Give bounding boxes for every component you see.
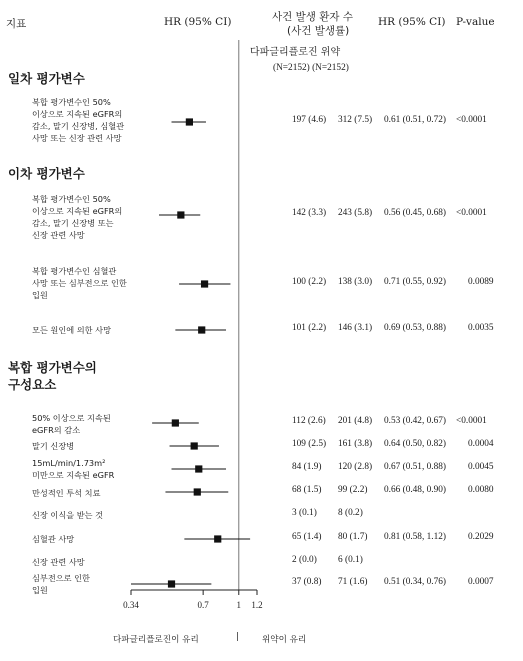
events-dapagliflozin: 101 (2.2): [292, 323, 327, 333]
header-events-line1: 사건 발생 환자 수: [272, 11, 354, 23]
p-value: 0.0007: [468, 577, 494, 587]
row-label-line: 감소, 말기 신장병 또는: [32, 218, 114, 228]
x-tick-label: 1: [236, 600, 242, 610]
events-dapagliflozin: 68 (1.5): [292, 485, 322, 495]
section-secondary: 이차 평가변수: [8, 166, 85, 181]
hr-ci-value: 0.66 (0.48, 0.90): [384, 485, 446, 495]
row-label: [32, 96, 124, 144]
row-label: [32, 440, 74, 452]
row-label-line: 모든 원인에 의한 사망: [32, 325, 111, 335]
row-label-line: 말기 신장병: [32, 441, 75, 451]
events-placebo: 99 (2.2): [338, 485, 368, 495]
p-value: <0.0001: [456, 416, 487, 426]
events-placebo: 120 (2.8): [338, 462, 373, 472]
row-label-line: 사망 또는 신장 관련 사망: [32, 133, 122, 143]
row-label-line: 사망 또는 심부전으로 인한: [32, 278, 127, 288]
header-hr-right: HR (95% CI): [378, 16, 446, 28]
arm-label: 다파글리플로진 위약: [250, 47, 341, 58]
hr-point: [186, 118, 193, 125]
row-label: [32, 412, 111, 436]
hr-ci-value: 0.53 (0.42, 0.67): [384, 416, 446, 426]
header-indicator: 지표: [6, 18, 27, 30]
events-dapagliflozin: 112 (2.6): [292, 416, 326, 426]
row-label: [32, 572, 90, 596]
p-value: 0.0004: [468, 439, 494, 449]
events-placebo: 71 (1.6): [338, 577, 368, 587]
hr-point: [177, 211, 184, 218]
events-placebo: 312 (7.5): [338, 115, 373, 125]
header-pvalue: P-value: [456, 16, 495, 28]
hr-point: [194, 488, 201, 495]
events-placebo: 6 (0.1): [338, 555, 363, 565]
events-dapagliflozin: 3 (0.1): [292, 508, 317, 518]
row-label-line: 심부전으로 인한: [32, 573, 90, 583]
p-value: 0.0035: [468, 323, 494, 333]
hr-ci-value: 0.61 (0.51, 0.72): [384, 115, 446, 125]
hr-point: [195, 465, 202, 472]
p-value: <0.0001: [456, 208, 487, 218]
section-components-line2: 구성요소: [8, 377, 57, 392]
events-placebo: 138 (3.0): [338, 277, 373, 287]
p-value: 0.0045: [468, 462, 494, 472]
section-primary: 일차 평가변수: [8, 71, 85, 86]
events-dapagliflozin: 142 (3.3): [292, 208, 327, 218]
x-tick-label: 1.2: [251, 600, 263, 610]
row-label-line: 만성적인 투석 치료: [32, 488, 101, 498]
row-label: [32, 533, 74, 545]
row-label: [32, 324, 111, 336]
x-tick-label: 0.7: [197, 600, 209, 610]
events-dapagliflozin: 37 (0.8): [292, 577, 322, 587]
row-label-line: 감소, 말기 신장병, 심혈관: [32, 121, 125, 131]
events-dapagliflozin: 109 (2.5): [292, 439, 327, 449]
hr-ci-value: 0.71 (0.55, 0.92): [384, 277, 446, 287]
row-label-line: 신장 관련 사망: [32, 230, 85, 240]
row-label: [32, 193, 122, 241]
events-placebo: 161 (3.8): [338, 439, 373, 449]
header-events-line2: (사건 발생률): [287, 25, 350, 37]
row-label-line: 이상으로 지속된 eGFR의: [32, 109, 123, 119]
row-label-line: 심혈관 사망: [32, 534, 75, 544]
hr-point: [198, 326, 205, 333]
row-label-line: 입원: [32, 585, 48, 595]
row-label: [32, 509, 103, 521]
p-value: 0.2029: [468, 532, 494, 542]
events-placebo: 8 (0.2): [338, 508, 363, 518]
hr-ci-value: 0.81 (0.58, 1.12): [384, 532, 446, 542]
row-label-line: eGFR의 감소: [32, 425, 81, 435]
hr-ci-value: 0.51 (0.34, 0.76): [384, 577, 446, 587]
p-value: 0.0080: [468, 485, 494, 495]
row-label-line: 신장 관련 사망: [32, 557, 85, 567]
hr-point: [201, 280, 208, 287]
hr-point: [214, 535, 221, 542]
favors-placebo: 위약이 유리: [262, 635, 307, 645]
row-label-line: 입원: [32, 290, 48, 300]
row-label-line: 신장 이식을 받는 것: [32, 510, 104, 520]
row-label-line: 15mL/min/1.73m²: [32, 458, 106, 468]
events-dapagliflozin: 100 (2.2): [292, 277, 327, 287]
events-placebo: 201 (4.8): [338, 416, 373, 426]
favors-dapagliflozin: 다파글리플로진이 유리: [113, 635, 199, 645]
row-label: [32, 556, 85, 568]
n-label: (N=2152) (N=2152): [273, 63, 349, 73]
p-value: <0.0001: [456, 115, 487, 125]
row-label-line: 이상으로 지속된 eGFR의: [32, 206, 123, 216]
events-dapagliflozin: 197 (4.6): [292, 115, 327, 125]
hr-point: [168, 580, 175, 587]
x-tick-label: 0.34: [123, 600, 139, 610]
hr-ci-value: 0.67 (0.51, 0.88): [384, 462, 446, 472]
row-label-line: 50% 이상으로 지속된: [32, 413, 111, 423]
hr-ci-value: 0.56 (0.45, 0.68): [384, 208, 446, 218]
row-label-line: 미만으로 지속된 eGFR: [32, 470, 115, 480]
row-label-line: 복합 평가변수인 50%: [32, 97, 111, 107]
section-components-line1: 복합 평가변수의: [8, 360, 97, 375]
row-label: [32, 487, 100, 499]
row-label: [32, 457, 114, 481]
favors-divider: |: [236, 632, 239, 642]
hr-point: [172, 419, 179, 426]
events-placebo: 80 (1.7): [338, 532, 368, 542]
row-label-line: 복합 평가변수인 50%: [32, 194, 111, 204]
events-placebo: 243 (5.8): [338, 208, 373, 218]
row-label: [32, 265, 127, 301]
row-label-line: 복합 평가변수인 심혈관: [32, 266, 117, 276]
hr-ci-value: 0.64 (0.50, 0.82): [384, 439, 446, 449]
events-dapagliflozin: 2 (0.0): [292, 555, 317, 565]
p-value: 0.0089: [468, 277, 494, 287]
events-dapagliflozin: 65 (1.4): [292, 532, 322, 542]
hr-point: [191, 442, 198, 449]
events-dapagliflozin: 84 (1.9): [292, 462, 322, 472]
events-placebo: 146 (3.1): [338, 323, 373, 333]
header-hr-left: HR (95% CI): [164, 16, 232, 28]
hr-ci-value: 0.69 (0.53, 0.88): [384, 323, 446, 333]
